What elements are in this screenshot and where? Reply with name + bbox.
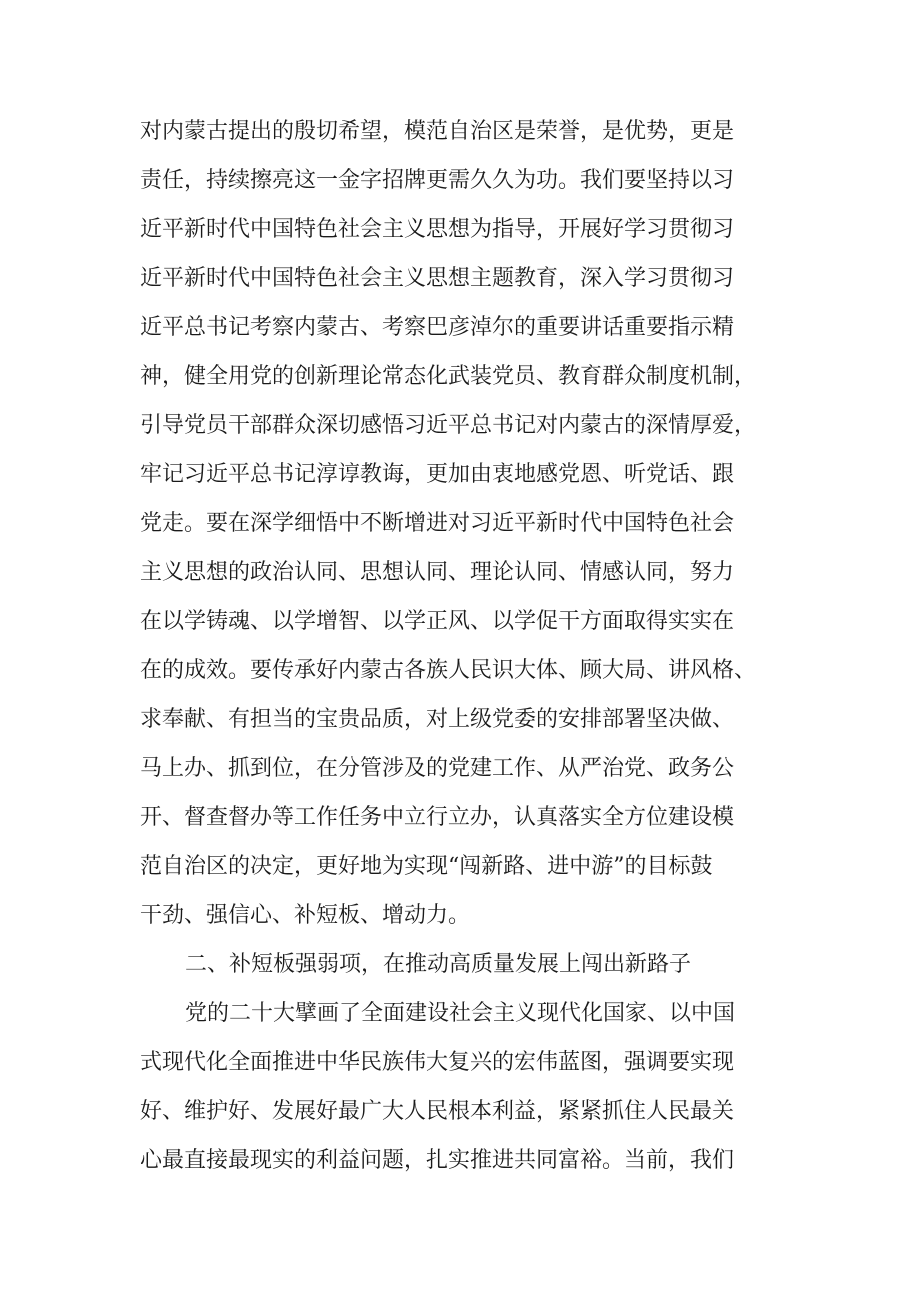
- section-heading: 二、补短板强弱项，在推动高质量发展上闯出新路子: [185, 952, 692, 977]
- text-line: 党的二十大擘画了全面建设社会主义现代化国家、以中国: [185, 1001, 736, 1026]
- text-line: 开、督查督办等工作任务中立行立办，认真落实全方位建设模: [140, 805, 735, 830]
- text-line: 神，健全用党的创新理论常态化武装党员、教育群众制度机制，: [140, 364, 757, 389]
- text-line: 近平新时代中国特色社会主义思想为指导，开展好学习贯彻习: [140, 217, 735, 242]
- text-line: 牢记习近平总书记淳谆教诲，更加由衷地感党恩、听党话、跟: [140, 462, 735, 487]
- text-line: 求奉献、有担当的宝贵品质，对上级党委的安排部署坚决做、: [140, 707, 735, 732]
- text-line: 好、维护好、发展好最广大人民根本利益，紧紧抓住人民最关: [140, 1099, 735, 1124]
- text-line: 近平新时代中国特色社会主义思想主题教育，深入学习贯彻习: [140, 266, 735, 291]
- text-line: 主义思想的政治认同、思想认同、理论认同、情感认同，努力: [140, 560, 735, 585]
- text-line: 党走。要在深学细悟中不断增进对习近平新时代中国特色社会: [140, 511, 735, 536]
- text-line: 马上办、抓到位，在分管涉及的党建工作、从严治党、政务公: [140, 756, 735, 781]
- text-line: 引导党员干部群众深切感悟习近平总书记对内蒙古的深情厚爱，: [140, 413, 757, 438]
- text-line: 心最直接最现实的利益问题，扎实推进共同富裕。当前，我们: [140, 1148, 735, 1173]
- text-line: 式现代化全面推进中华民族伟大复兴的宏伟蓝图，强调要实现: [140, 1050, 735, 1075]
- text-line: 范自治区的决定，更好地为实现“闯新路、进中游”的目标鼓: [140, 854, 713, 879]
- text-line: 近平总书记考察内蒙古、考察巴彦淖尔的重要讲话重要指示精: [140, 315, 735, 340]
- text-line: 干劲、强信心、补短板、增动力。: [140, 903, 471, 928]
- text-line: 在以学铸魂、以学增智、以学正风、以学促干方面取得实实在: [140, 609, 735, 634]
- text-line: 责任，持续擦亮这一金字招牌更需久久为功。我们要坚持以习: [140, 168, 735, 193]
- text-line: 对内蒙古提出的殷切希望，模范自治区是荣誉，是优势，更是: [140, 119, 735, 144]
- text-line: 在的成效。要传承好内蒙古各族人民识大体、顾大局、讲风格、: [140, 658, 757, 683]
